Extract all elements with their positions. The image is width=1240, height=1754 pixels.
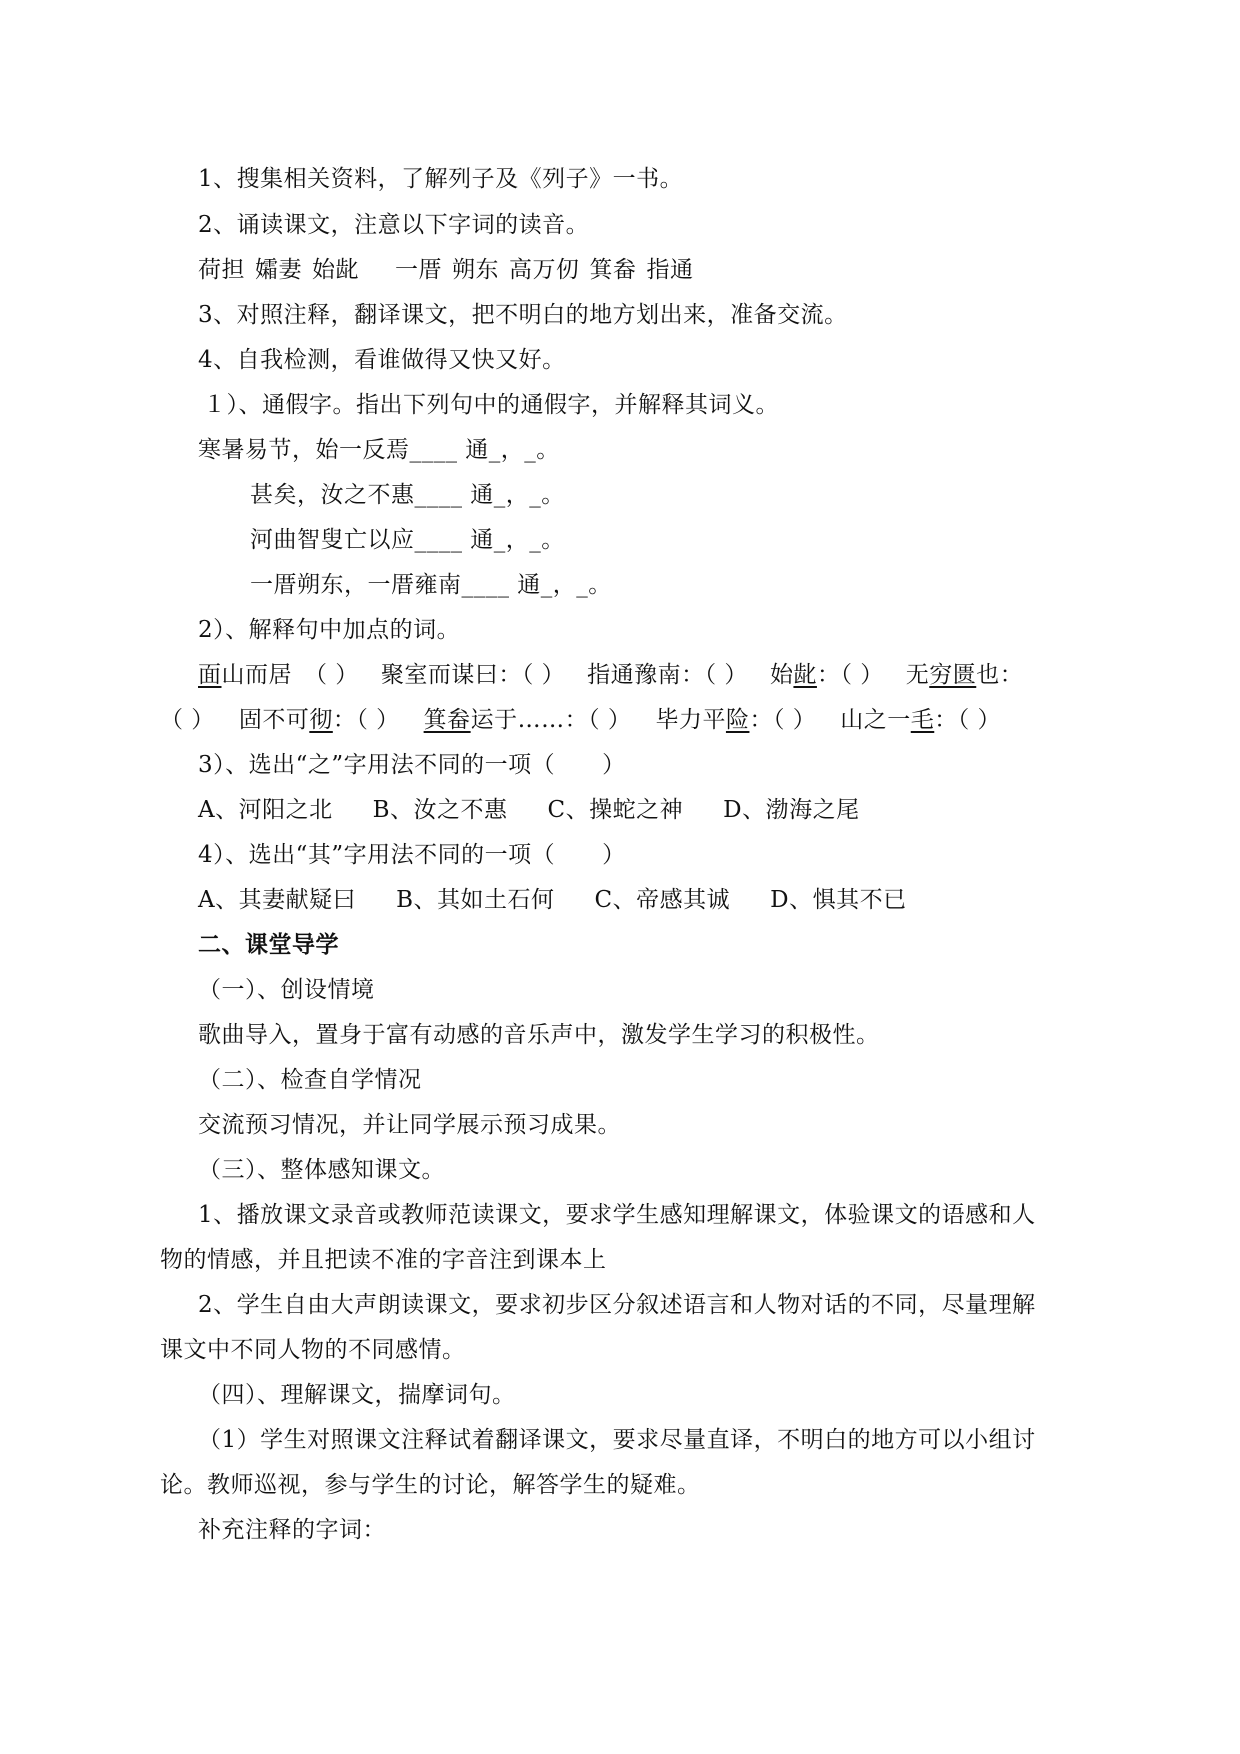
paragraph: 歌曲导入，置身于富有动感的音乐声中，激发学生学习的积极性。 bbox=[198, 1022, 880, 1048]
word: 一厝 bbox=[395, 257, 442, 283]
question-2-title: 2）、解释句中加点的词。 bbox=[198, 617, 461, 643]
word: 箕畚 bbox=[589, 257, 637, 283]
option: A、河阳之北 bbox=[198, 797, 333, 823]
question-3-options bbox=[198, 794, 860, 826]
paragraph-line: 物的情感，并且把读不准的字音注到课本上 bbox=[160, 1247, 607, 1273]
dotted-word: 彻 bbox=[309, 707, 333, 733]
paragraph: 补充注释的字词： bbox=[198, 1517, 386, 1543]
tongjia-line: 一厝朔东，一厝雍南____ 通_，_。 bbox=[250, 572, 612, 598]
word: 孀妻 bbox=[255, 257, 302, 283]
answer-blank: （ ） bbox=[160, 707, 215, 733]
answer-blank: （ ） bbox=[840, 662, 884, 688]
word-explain-row-1: 面山而居 （ ） 聚室而谋曰：（ ） 指通豫南：（ ） 始龀：（ ） 无穷匮也： bbox=[198, 662, 1024, 688]
preview-item-1: 1、搜集相关资料，了解列子及《列子》一书。 bbox=[198, 166, 684, 192]
dotted-word: 毛 bbox=[910, 707, 935, 733]
option: D、渤海之尾 bbox=[723, 797, 860, 823]
answer-blank: （ ） bbox=[588, 707, 632, 733]
question-3-title: 3）、选出“之”字用法不同的一项（ ） bbox=[198, 752, 626, 778]
word: 始龀 bbox=[312, 257, 359, 283]
paragraph-line: 课文中不同人物的不同感情。 bbox=[160, 1337, 466, 1363]
answer-blank: （ ） bbox=[304, 662, 359, 688]
word-explain-row-2: （ ） 固不可彻：（ ） 箕畚运于……：（ ） 毕力平险：（ ） 山之一毛：（ ） bbox=[160, 707, 1002, 733]
dotted-word: 穷匮 bbox=[929, 662, 977, 688]
option: C、操蛇之神 bbox=[547, 797, 684, 823]
paragraph-line: 2、学生自由大声朗读课文，要求初步区分叙述语言和人物对话的不同，尽量理解 bbox=[198, 1292, 1036, 1318]
option: B、汝之不惠 bbox=[372, 797, 508, 823]
tongjia-line: 河曲智叟亡以应____ 通_，_。 bbox=[250, 527, 565, 553]
tongjia-line: 寒暑易节，始一反焉____ 通_，_。 bbox=[198, 437, 560, 463]
option: C、帝感其诚 bbox=[594, 887, 731, 913]
paragraph-line: 论。教师巡视，参与学生的讨论，解答学生的疑难。 bbox=[160, 1472, 701, 1498]
subsection-title: （二）、检查自学情况 bbox=[198, 1067, 422, 1093]
section-heading: 二、课堂导学 bbox=[198, 932, 339, 958]
option: A、其妻献疑曰 bbox=[198, 887, 357, 913]
dotted-word: 龀 bbox=[793, 662, 817, 688]
paragraph: 交流预习情况，并让同学展示预习成果。 bbox=[198, 1112, 621, 1138]
answer-blank: （ ） bbox=[521, 662, 566, 688]
option: D、惧其不已 bbox=[770, 887, 907, 913]
paragraph-line: （1）学生对照课文注释试着翻译课文，要求尽量直译，不明白的地方可以小组讨 bbox=[198, 1427, 1036, 1453]
paragraph-line: 1、播放课文录音或教师范读课文，要求学生感知理解课文，体验课文的语感和人 bbox=[198, 1202, 1036, 1228]
option: B、其如土石何 bbox=[396, 887, 555, 913]
tongjia-line: 甚矣，汝之不惠____ 通_，_。 bbox=[250, 482, 565, 508]
question-1-title: １）、通假字。指出下列句中的通假字，并解释其词义。 bbox=[203, 392, 779, 418]
answer-blank: （ ） bbox=[704, 662, 748, 688]
word: 荷担 bbox=[198, 257, 245, 283]
subsection-title: （四）、理解课文，揣摩词句。 bbox=[198, 1382, 516, 1408]
dotted-word: 险 bbox=[725, 707, 750, 733]
answer-blank: （ ） bbox=[356, 707, 400, 733]
word: 高万仞 bbox=[509, 257, 580, 283]
answer-blank: （ ） bbox=[772, 707, 817, 733]
dotted-word: 面 bbox=[198, 662, 222, 688]
preview-item-4: 4、自我检测，看谁做得又快又好。 bbox=[198, 347, 566, 373]
dotted-word: 箕畚 bbox=[423, 707, 471, 733]
preview-item-3: 3、对照注释，翻译课文，把不明白的地方划出来，准备交流。 bbox=[198, 302, 848, 328]
subsection-title: （一）、创设情境 bbox=[198, 977, 375, 1003]
question-4-options bbox=[198, 884, 907, 916]
subsection-title: （三）、整体感知课文。 bbox=[198, 1157, 445, 1183]
preview-item-2: 2、诵读课文，注意以下字词的读音。 bbox=[198, 212, 590, 238]
pronunciation-word-list bbox=[198, 254, 694, 286]
question-4-title: 4）、选出“其”字用法不同的一项（ ） bbox=[198, 842, 626, 868]
word: 指通 bbox=[646, 257, 694, 283]
answer-blank: （ ） bbox=[957, 707, 1002, 733]
word: 朔东 bbox=[452, 257, 499, 283]
